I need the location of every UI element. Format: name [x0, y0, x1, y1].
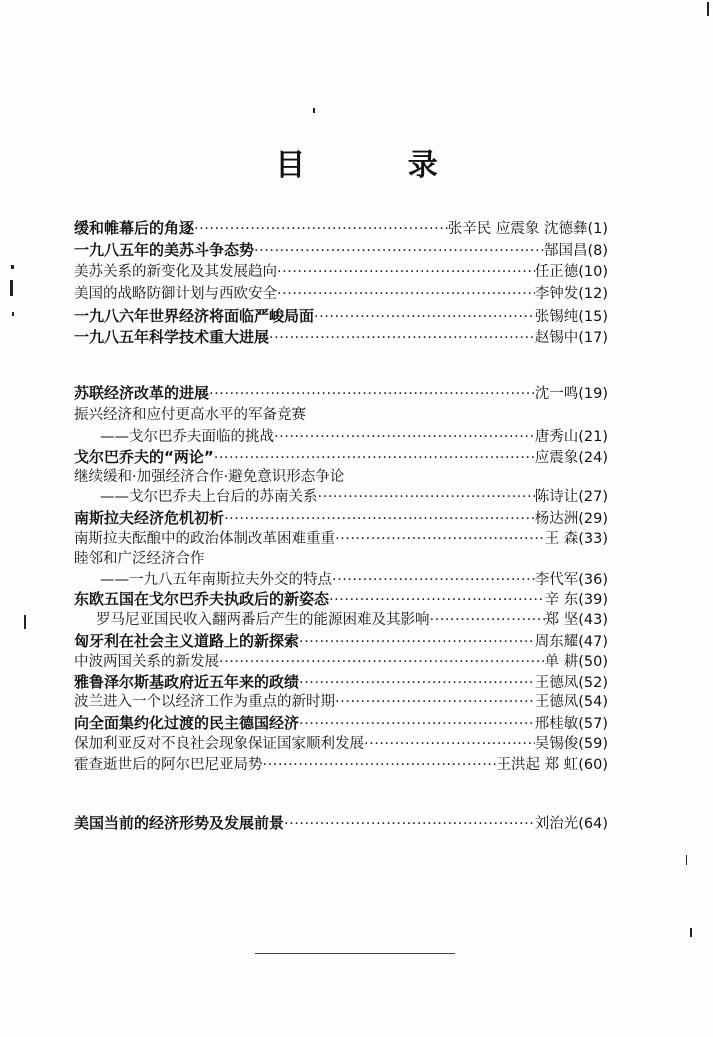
bottom-rule — [255, 953, 455, 954]
entry-page: (54) — [578, 694, 608, 710]
entry-author: 刘治光 — [534, 816, 579, 832]
toc-entry — [74, 652, 608, 674]
entry-author: 郑 坚 — [544, 612, 579, 628]
entry-page: (57) — [578, 716, 608, 732]
entry-author: 李钟发 — [534, 286, 579, 302]
toc-entry — [74, 240, 608, 262]
entry-page: (21) — [578, 429, 608, 445]
leader-dots — [263, 755, 497, 775]
scan-mark — [686, 855, 687, 865]
entry-title: 一九八六年世界经济将面临严峻局面 — [74, 307, 315, 325]
entry-title: 波兰进入一个以经济工作为重点的新时期 — [74, 694, 335, 710]
entry-author: 沈一鸣 — [534, 386, 579, 402]
entry-title: 美国当前的经济形势及发展前景 — [74, 814, 285, 832]
toc-entry — [74, 549, 608, 571]
entry-page: (33) — [578, 531, 608, 547]
entry-title: 美苏关系的新变化及其发展趋向 — [74, 264, 277, 280]
entry-author: 吴锡俊 — [534, 736, 579, 752]
toc-entry — [74, 327, 608, 349]
entry-author: 王 森 — [544, 531, 579, 547]
entry-title: 一九八五年的美苏斗争态势 — [74, 241, 255, 259]
toc-entry — [74, 262, 608, 284]
entry-title: ——戈尔巴乔夫面临的挑战 — [100, 429, 274, 445]
toc-entry — [74, 589, 608, 611]
toc-entry — [100, 427, 608, 449]
entry-page: (64) — [578, 816, 608, 832]
entry-title: 苏联经济改革的进展 — [74, 384, 210, 402]
entry-title: 保加利亚反对不良社会现象保证国家顺利发展 — [74, 736, 364, 752]
entry-page: (17) — [578, 330, 608, 346]
entry-page: (19) — [578, 386, 608, 402]
toc-entry — [74, 692, 608, 714]
toc-entry — [74, 755, 608, 777]
leader-dots — [214, 448, 535, 468]
entry-author: 唐秀山 — [534, 429, 579, 445]
entry-author: 李代军 — [534, 572, 579, 588]
entry-author: 王德凤 — [534, 694, 579, 710]
entry-title: 向全面集约化过渡的民主德国经济 — [74, 714, 300, 732]
entry-page: (1) — [587, 221, 608, 237]
toc-entry — [74, 405, 608, 427]
toc-entry — [74, 447, 608, 469]
entry-page: (24) — [578, 450, 608, 466]
entry-page: (43) — [578, 612, 608, 628]
leader-dots — [335, 692, 535, 712]
entry-title: 雅鲁泽尔斯基政府近五年来的政绩 — [74, 673, 300, 691]
entry-author: 郜国昌 — [543, 243, 588, 259]
leader-dots — [299, 632, 535, 652]
toc-entry — [74, 672, 608, 694]
entry-page: (50) — [578, 654, 608, 670]
entry-author: 赵锡中 — [534, 330, 579, 346]
entry-title: 一九八五年科学技术重大进展 — [74, 328, 270, 346]
scan-mark — [313, 108, 315, 113]
toc-entry — [74, 631, 608, 653]
entry-page: (36) — [578, 572, 608, 588]
leader-dots — [224, 509, 535, 529]
leader-dots — [299, 673, 535, 693]
entry-title: 罗马尼亚国民收入翻两番后产生的能源困难及其影响 — [96, 612, 430, 628]
leader-dots — [329, 590, 545, 610]
toc-entry — [74, 306, 608, 328]
entry-page: (39) — [578, 592, 608, 608]
scan-mark — [10, 280, 13, 296]
toc-entry — [96, 610, 608, 632]
toc-entry — [74, 734, 608, 756]
leader-dots — [318, 487, 535, 507]
entry-title: 霍查逝世后的阿尔巴尼亚局势 — [74, 757, 263, 773]
scan-mark — [690, 928, 692, 937]
entry-author: 杨达洲 — [534, 511, 579, 527]
leader-dots — [299, 714, 535, 734]
entry-title: 中波两国关系的新发展 — [74, 654, 219, 670]
entry-author: 张辛民 应震象 沈德彝 — [447, 221, 588, 237]
entry-author: 单 耕 — [544, 654, 579, 670]
scan-mark — [12, 312, 14, 316]
entry-page: (8) — [587, 243, 608, 259]
entry-author: 任正德 — [534, 264, 579, 280]
entry-title: 匈牙利在社会主义道路上的新探索 — [74, 632, 300, 650]
entry-title: 睦邻和广泛经济合作 — [74, 551, 205, 567]
entry-author: 应震象 — [534, 450, 579, 466]
entry-author: 张锡纯 — [534, 309, 579, 325]
entry-author: 陈诗让 — [534, 489, 579, 505]
entry-title: 东欧五国在戈尔巴乔夫执政后的新姿态 — [74, 590, 330, 608]
toc-entry — [74, 529, 608, 551]
entry-author: 邢桂敏 — [534, 716, 579, 732]
entry-page: (10) — [578, 264, 608, 280]
entry-page: (60) — [578, 757, 608, 773]
leader-dots — [430, 610, 545, 630]
leader-dots — [209, 384, 535, 404]
leader-dots — [314, 307, 535, 327]
entry-page: (12) — [578, 286, 608, 302]
entry-page: (52) — [578, 675, 608, 691]
toc-entry — [74, 713, 608, 735]
leader-dots — [274, 427, 535, 447]
entry-title: 戈尔巴乔夫的“两论” — [74, 448, 214, 466]
entry-title: 南斯拉夫经济危机初析 — [74, 509, 225, 527]
toc-entry — [74, 508, 608, 530]
entry-author: 辛 东 — [544, 592, 579, 608]
leader-dots — [277, 284, 535, 304]
entry-author: 王洪起 郑 虹 — [496, 757, 579, 773]
entry-author: 周东耀 — [534, 634, 579, 650]
entry-title: 振兴经济和应付更高水平的军备竞赛 — [74, 407, 306, 423]
page-title: 目 录 — [275, 148, 484, 183]
leader-dots — [332, 570, 535, 590]
scan-mark — [24, 615, 26, 629]
toc-entry — [74, 467, 608, 489]
toc-entry — [74, 813, 608, 835]
leader-dots — [335, 529, 545, 549]
entry-title: 美国的战略防御计划与西欧安全 — [74, 286, 277, 302]
entry-author: 王德凤 — [534, 675, 579, 691]
leader-dots — [364, 734, 535, 754]
leader-dots — [219, 652, 545, 672]
scan-mark — [707, 2, 709, 16]
leader-dots — [194, 219, 448, 239]
scan-mark — [11, 265, 14, 269]
toc-entry — [74, 284, 608, 306]
leader-dots — [284, 814, 535, 834]
leader-dots — [269, 328, 535, 348]
leader-dots — [254, 241, 544, 261]
entry-title: ——戈尔巴乔夫上台后的苏南关系 — [100, 489, 318, 505]
entry-page: (15) — [578, 309, 608, 325]
entry-title: 缓和帷幕后的角逐 — [74, 219, 195, 237]
entry-page: (29) — [578, 511, 608, 527]
leader-dots — [277, 262, 535, 282]
entry-page: (47) — [578, 634, 608, 650]
entry-page: (59) — [578, 736, 608, 752]
toc-entry — [74, 383, 608, 405]
toc-entry — [100, 487, 608, 509]
toc-entry — [74, 218, 608, 240]
entry-page: (27) — [578, 489, 608, 505]
entry-title: ——一九八五年南斯拉夫外交的特点 — [100, 572, 332, 588]
entry-title: 南斯拉夫酝酿中的政治体制改革困难重重 — [74, 531, 335, 547]
entry-title: 继续缓和·加强经济合作·避免意识形态争论 — [74, 469, 345, 485]
